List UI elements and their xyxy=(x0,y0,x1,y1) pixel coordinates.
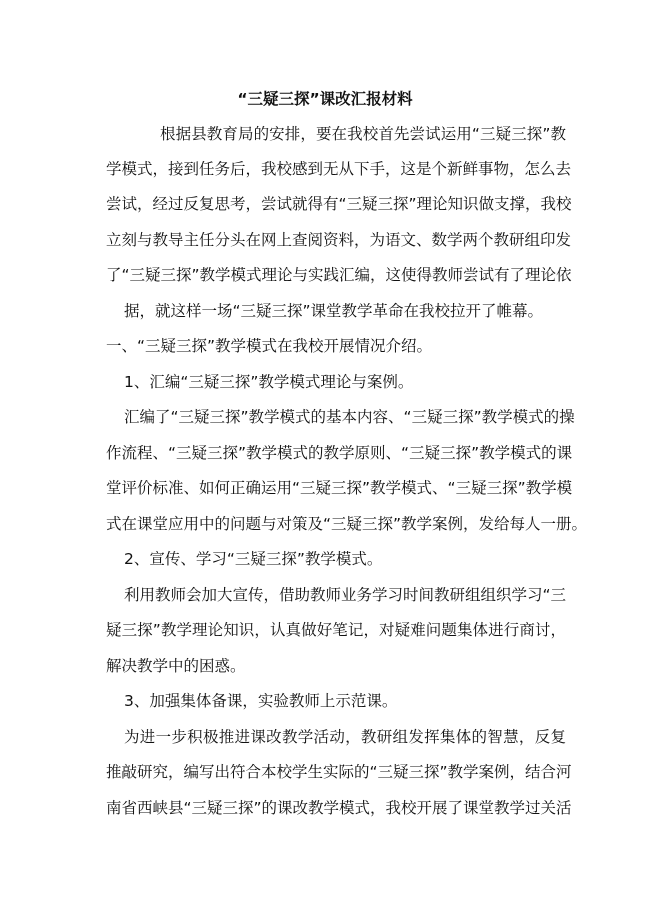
subsection-heading: 1、汇编“三疑三探”教学模式理论与案例。 xyxy=(124,373,414,391)
body-line: 推敲研究，编写出符合本校学生实际的“三疑三探”教学案例，结合河 xyxy=(106,763,572,781)
body-line: 解决教学中的困惑。 xyxy=(106,657,246,675)
document-title: “三疑三探”课改汇报材料 xyxy=(237,90,413,108)
body-line: 了“三疑三探”教学模式理论与实践汇编，这使得教师尝试有了理论依 xyxy=(106,266,572,284)
body-line: 尝试，经过反复思考，尝试就得有“三疑三探”理论知识做支撑，我校 xyxy=(106,195,572,213)
body-line: 学模式，接到任务后，我校感到无从下手，这是个新鲜事物，怎么去 xyxy=(106,160,572,178)
body-line: 南省西峡县“三疑三探”的课改教学模式，我校开展了课堂教学过关活 xyxy=(106,799,572,817)
body-line: 根据县教育局的安排，要在我校首先尝试运用“三疑三探”教 xyxy=(160,125,566,143)
body-line: 堂评价标准、如何正确运用“三疑三探”教学模式、“三疑三探”教学模 xyxy=(106,479,573,497)
body-line: 式在课堂应用中的问题与对策及“三疑三探”教学案例，发给每人一册。 xyxy=(106,515,588,533)
subsection-heading: 3、加强集体备课，实验教师上示范课。 xyxy=(124,692,398,710)
body-line: 作流程、“三疑三探”教学模式的教学原则、“三疑三探”教学模式的课 xyxy=(106,444,573,462)
section-heading: 一、“三疑三探”教学模式在我校开展情况介绍。 xyxy=(106,337,433,355)
body-line: 疑三探”教学理论知识，认真做好笔记，对疑难问题集体进行商讨， xyxy=(106,621,566,639)
body-line: 利用教师会加大宣传，借助教师业务学习时间教研组组织学习“三 xyxy=(124,586,567,604)
body-line: 汇编了“三疑三探”教学模式的基本内容、“三疑三探”教学模式的操 xyxy=(124,408,575,426)
body-line: 据，就这样一场“三疑三探”课堂教学革命在我校拉开了帷幕。 xyxy=(124,302,544,320)
body-line: 为进一步积极推进课改教学活动，教研组发挥集体的智慧，反复 xyxy=(124,728,566,746)
subsection-heading: 2、宣传、学习“三疑三探”教学模式。 xyxy=(124,550,383,568)
body-line: 立刻与教导主任分头在网上查阅资料，为语文、数学两个教研组印发 xyxy=(106,231,572,249)
